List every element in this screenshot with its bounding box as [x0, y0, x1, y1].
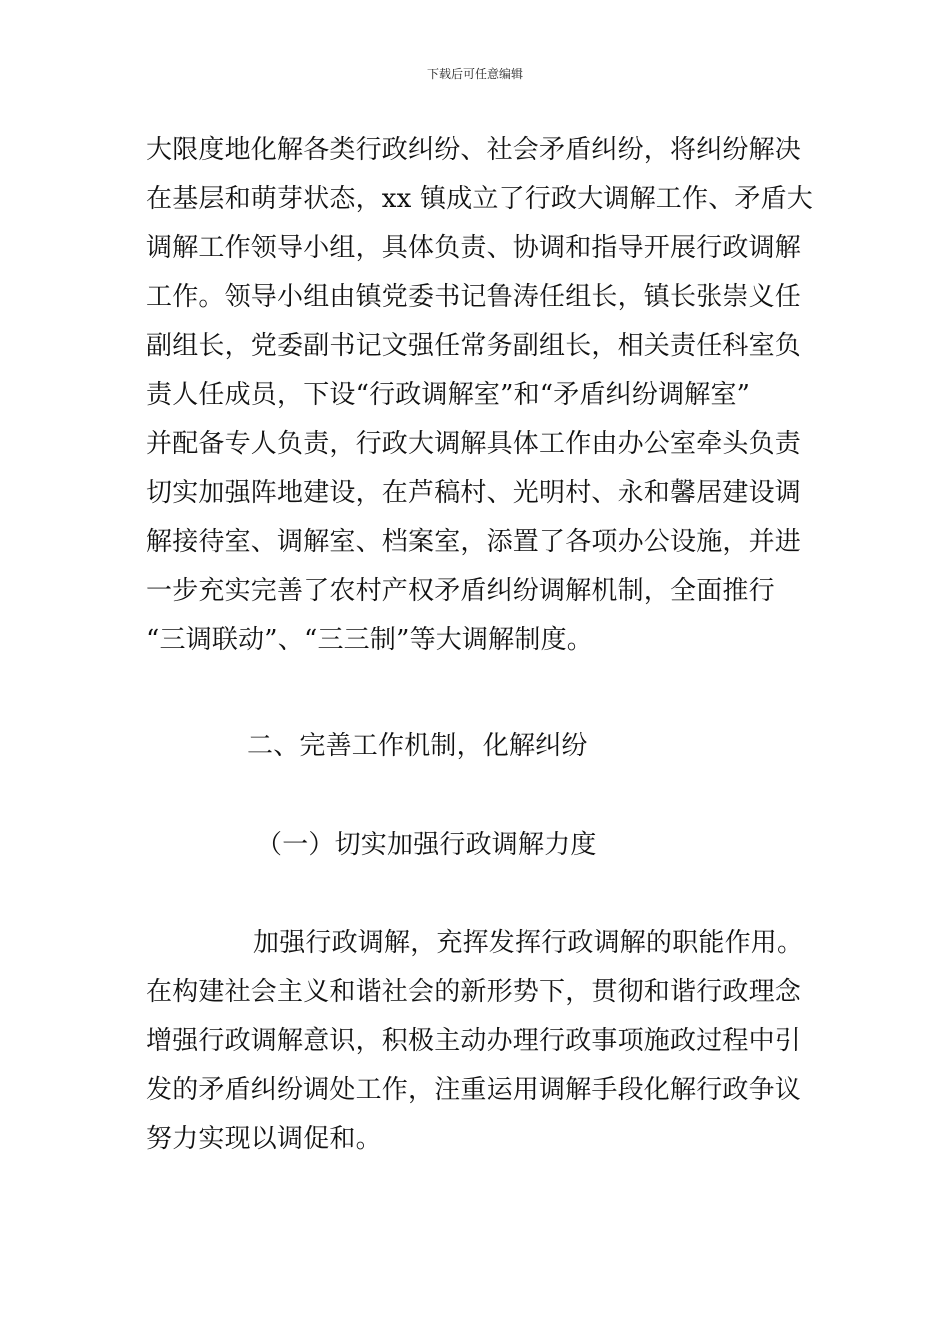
paragraph-line: 努力实现以调促和。	[146, 1124, 382, 1154]
paragraph-line: 增强行政调解意识，积极主动办理行政事项施政过程中引	[146, 1026, 802, 1056]
paragraph-line: “三调联动”、“三三制”等大调解制度。	[146, 625, 593, 655]
paragraph-line: 调解工作领导小组，具体负责、协调和指导开展行政调解	[146, 233, 802, 263]
paragraph-line: 发的矛盾纠纷调处工作，注重运用调解手段化解行政争议	[146, 1075, 802, 1105]
paragraph-line: 并配备专人负责，行政大调解具体工作由办公室牵头负责	[146, 429, 802, 459]
paragraph-line: 加强行政调解，充挥发挥行政调解的职能作用。	[253, 928, 804, 958]
paragraph-line: 副组长，党委副书记文强任常务副组长，相关责任科室负	[146, 331, 802, 361]
paragraph-line: 在基层和萌芽状态，xx 镇成立了行政大调解工作、矛盾大	[146, 184, 813, 214]
paragraph-line: 工作。领导小组由镇党委书记鲁涛任组长，镇长张崇义任	[146, 282, 802, 312]
paragraph-line: 大限度地化解各类行政纠纷、社会矛盾纠纷，将纠纷解决	[146, 135, 802, 165]
paragraph-line: 在构建社会主义和谐社会的新形势下，贯彻和谐行政理念	[146, 977, 802, 1007]
paragraph-line: 切实加强阵地建设，在芦稿村、光明村、永和馨居建设调	[146, 478, 802, 508]
paragraph-line: 责人任成员，下设“行政调解室”和“矛盾纠纷调解室”	[146, 380, 751, 410]
paragraph-line: 一步充实完善了农村产权矛盾纠纷调解机制，全面推行	[146, 576, 775, 606]
section-heading: 二、完善工作机制，化解纠纷	[247, 731, 588, 761]
section-subheading: （一）切实加强行政调解力度	[256, 830, 597, 860]
page-header: 下载后可任意编辑	[426, 67, 523, 81]
paragraph-line: 解接待室、调解室、档案室，添置了各项办公设施，并进	[146, 527, 802, 557]
